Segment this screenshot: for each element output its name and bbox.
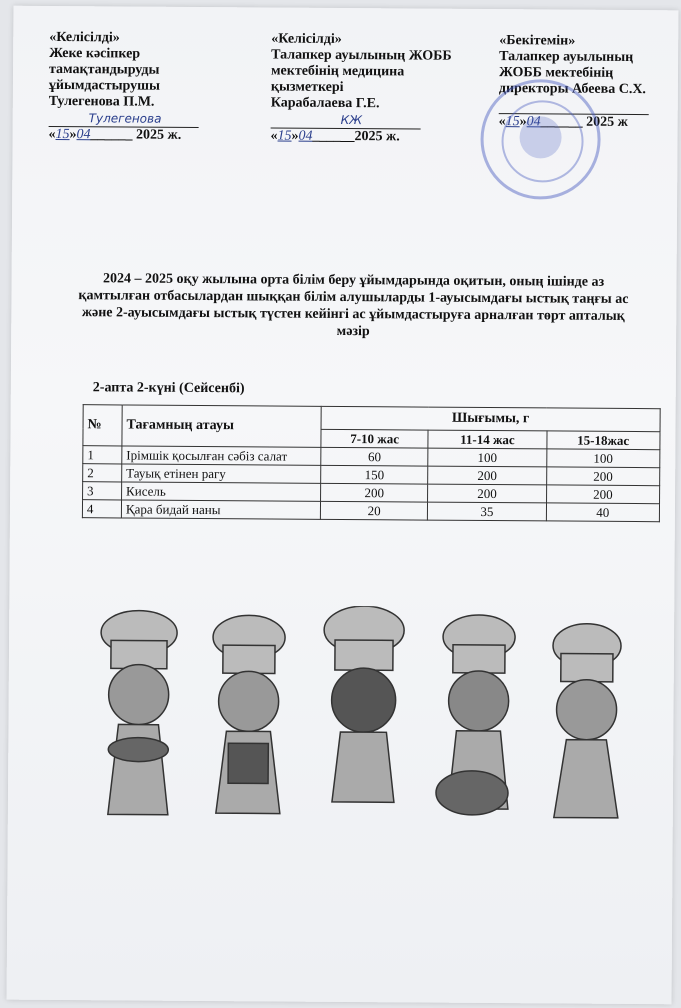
approval-line: ЖОББ мектебінің [498,65,614,81]
row-number: 4 [82,500,121,518]
approval-line: Жеке кәсіпкер [49,45,141,62]
approval-line: ұйымдастырушы [48,77,160,94]
approval-date: «15»04______ 2025 ж [498,114,628,130]
row-number: 2 [83,464,122,482]
approval-heading: «Келісілді» [271,31,342,47]
approval-block-medic [271,31,482,145]
approval-line: Талапкер ауылының [499,49,634,66]
chef-kid-icon [323,606,404,803]
row-number: 3 [83,482,122,500]
signature: Тулегенова [88,111,162,126]
dish-name: Кисель [122,482,321,501]
approval-date: «15»04______2025 ж. [270,128,400,145]
dish-name: Тауық етінен рагу [122,464,321,483]
approval-heading: «Келісілді» [49,29,120,46]
yield-value: 60 [321,447,429,466]
menu-table [82,404,661,522]
yield-value: 40 [546,503,660,522]
column-header-dish: Тағамның атауы [122,405,321,447]
yield-value: 200 [546,467,660,486]
day-label: 2-апта 2-күні (Сейсенбі) [92,380,245,397]
age-group-header: 15-18жас [546,431,660,450]
column-header-number: № [83,405,122,446]
yield-value: 100 [428,448,546,467]
signature-line [49,110,199,128]
dish-name: Қара бидай наны [121,500,320,519]
age-group-header: 7-10 жас [321,429,429,448]
age-group-header: 11-14 жас [428,430,546,449]
official-stamp [480,79,601,200]
approval-line: мектебінің медицина [270,63,405,80]
yield-value: 200 [428,466,546,485]
signature: КЖ [340,112,363,128]
approval-line: Тулегенова П.М. [48,93,155,110]
chef-kid-icon [212,615,285,813]
chef-kid-icon [552,623,621,817]
emblem-icon [519,116,561,158]
yield-value: 35 [428,502,546,521]
table-header-row [83,405,660,432]
approval-heading: «Бекітемін» [499,33,576,49]
approval-block-organizer [49,30,240,144]
approval-line: тамақтандыруды [48,61,160,78]
chef-kid-icon [100,610,177,815]
chef-kids-illustration [88,604,650,858]
yield-value: 200 [321,483,429,502]
chef-kid-icon [436,615,515,816]
approval-date: «15»04______ 2025 ж. [48,126,182,143]
approval-line: Карабалаева Г.Е. [270,95,380,112]
approval-line: директоры Абеева С.Х. [498,81,647,98]
column-header-yield: Шығымы, г [321,406,660,431]
document-title: 2024 – 2025 оқу жылына орта білім беру ұйымдарында оқитын, оның ішінде аз қамтылған отбасылардан шыққан білім алушыларды 1-ауысымдағы ыстық таңғы ас және 2-ауысымдағы ыстық түстен кейінгі ас ұйымдастыруға арналған төрт апталық мәзір [78,271,629,340]
table-row [82,500,659,522]
yield-value: 200 [546,485,660,504]
approval-line: Талапкер ауылының ЖОББ [271,47,452,64]
approval-line: қызметкері [270,79,344,95]
yield-value: 150 [321,465,429,484]
signature-line [271,111,421,129]
row-number: 1 [83,446,122,464]
document-page [7,6,679,1005]
yield-value: 20 [320,501,428,520]
yield-value: 200 [428,484,546,503]
dish-name: Ірімшік қосылған сәбіз салат [122,446,321,465]
yield-value: 100 [546,449,660,468]
